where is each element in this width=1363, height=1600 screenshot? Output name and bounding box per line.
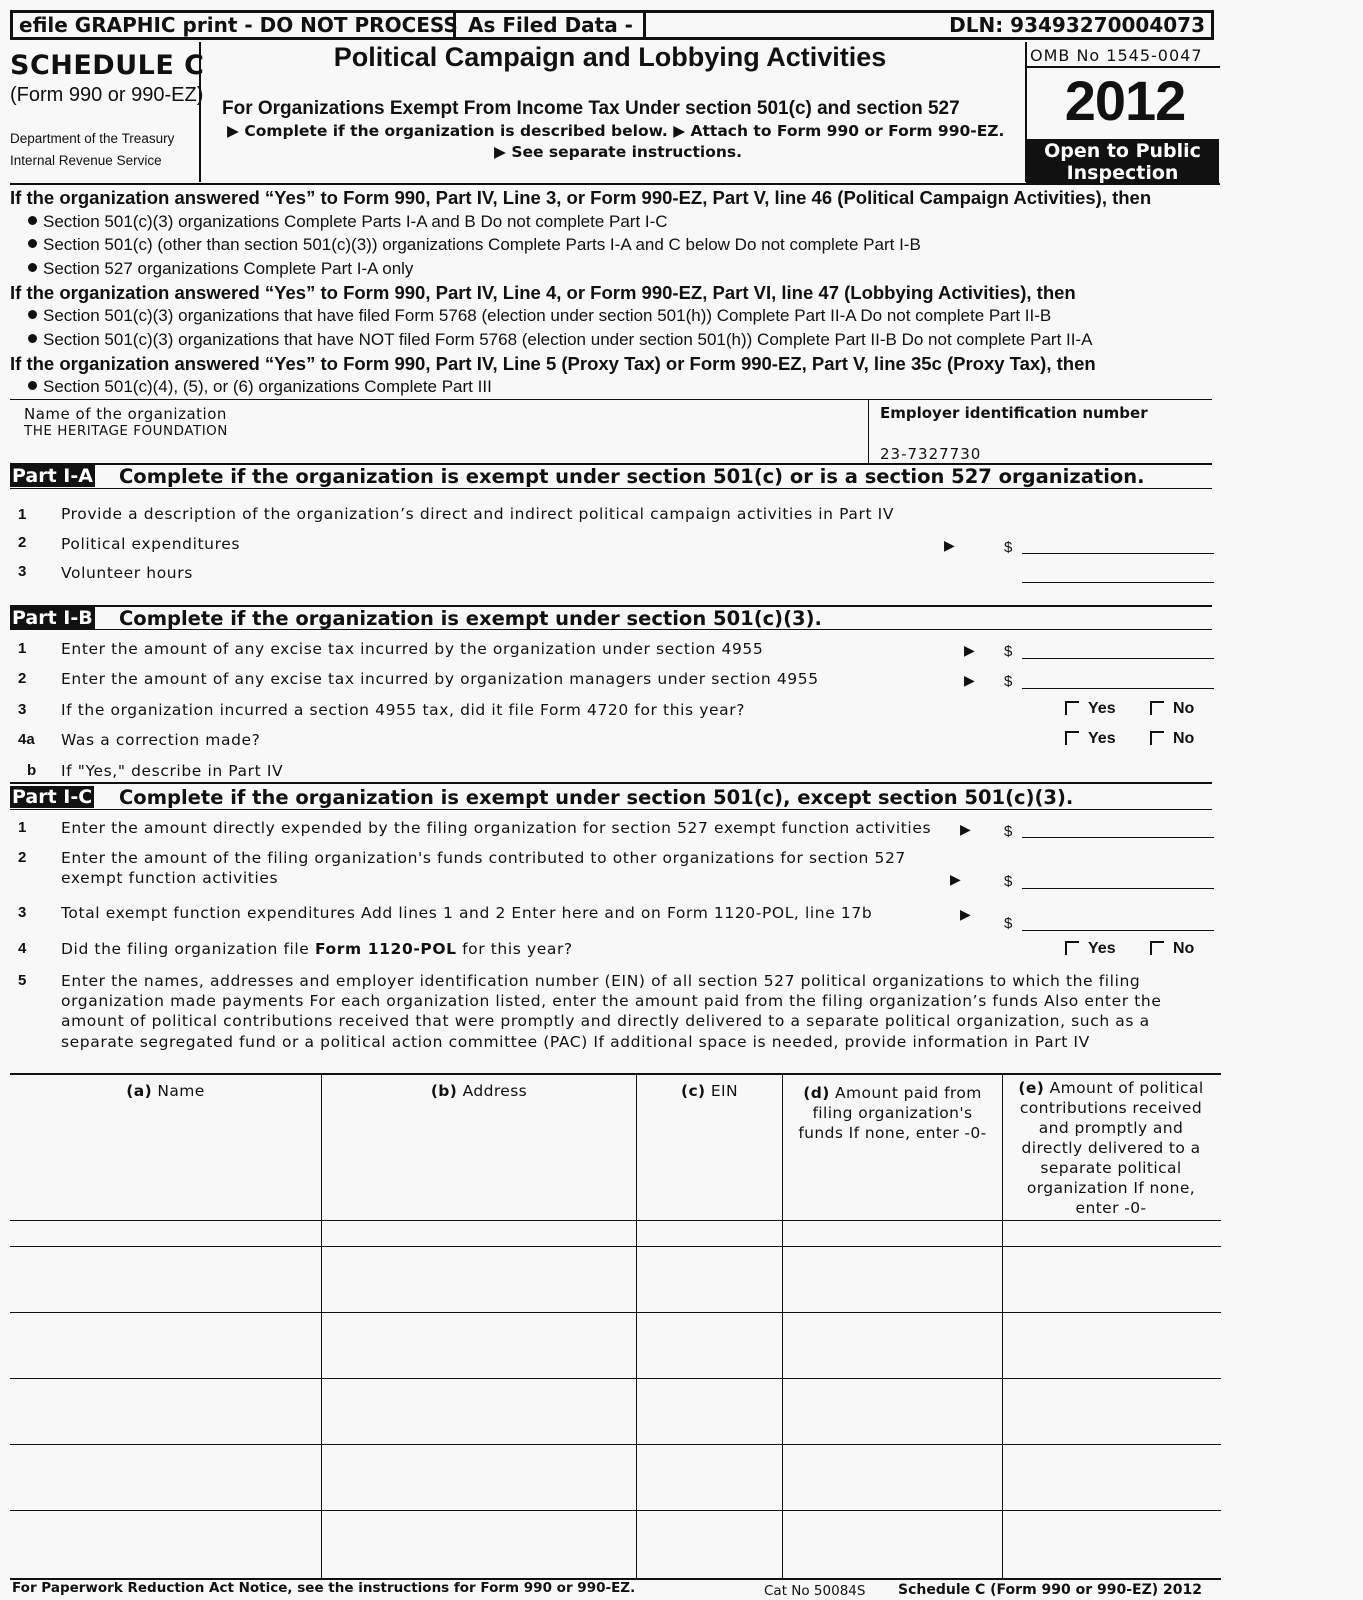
arrow-icon: ▶ [960, 906, 971, 922]
separate-instructions: ▶ See separate instructions. [494, 143, 742, 161]
efile-label: efile GRAPHIC print - DO NOT PROCESS [19, 13, 458, 37]
col-label: separate political [1040, 1159, 1182, 1177]
schedule-title: SCHEDULE C [10, 50, 205, 81]
line-text: amount of political contributions received that were promptly and directly delivered to a separate political organization, such as a [61, 1012, 1150, 1030]
bullet-icon [28, 263, 37, 272]
no-label: No [1173, 730, 1195, 747]
line-text: If the organization incurred a section 4955 tax, did it file Form 4720 for this year? [61, 701, 746, 719]
header-bottom-rule [10, 183, 1220, 185]
line-text: Enter the amount of any excise tax incurred by organization managers under section 4955 [61, 670, 819, 688]
table-row[interactable] [10, 1378, 1221, 1379]
part-ia-tag: Part I-A [12, 465, 93, 487]
correction-no-checkbox[interactable] [1150, 731, 1164, 745]
open-line1: Open to Public [1044, 140, 1201, 162]
col-label: funds If none, enter -0- [798, 1124, 987, 1142]
table-row[interactable] [10, 1444, 1221, 1445]
attach-instruction: ▶ Complete if the organization is described below. ▶ Attach to Form 990 or Form 990-EZ. [227, 122, 1005, 140]
org-excise-tax-field[interactable] [1022, 658, 1214, 659]
form-1120-pol-label: Form 1120-POL [314, 940, 457, 958]
part-ic-bottom-rule [10, 809, 1212, 810]
total-expenditures-field[interactable] [1022, 930, 1214, 931]
col-letter: (e) [1018, 1079, 1045, 1097]
line-number: 3 [18, 563, 27, 580]
line-text-pre: Did the filing organization file [61, 940, 315, 958]
col-label: filing organization's [812, 1104, 973, 1122]
bullet-icon [28, 334, 37, 343]
dollar-sign: $ [1004, 915, 1013, 932]
form4720-yes-checkbox[interactable] [1065, 701, 1079, 715]
intro-q2: If the organization answered “Yes” to Form 990, Part IV, Line 4, or Form 990-EZ, Part VI, line 47 (Lobbying Activities), then [10, 282, 1076, 303]
line-number: 2 [18, 849, 27, 866]
column-divider [782, 1074, 783, 1579]
line-number: 2 [18, 670, 27, 687]
political-expenditures-field[interactable] [1022, 553, 1214, 554]
arrow-icon: ▶ [960, 821, 971, 837]
footer-schedule: Schedule C (Form 990 or 990-EZ) 2012 [898, 1582, 1203, 1598]
yes-label: Yes [1088, 730, 1116, 747]
line-text [61, 940, 573, 958]
exempt-function-expended-field[interactable] [1022, 837, 1214, 838]
table-row[interactable] [10, 1246, 1221, 1247]
volunteer-hours-field[interactable] [1022, 582, 1214, 583]
line-text: organization made payments For each organization listed, enter the amount paid from the filing organization’s funds Also enter the [61, 992, 1162, 1010]
dollar-sign: $ [1004, 539, 1013, 556]
col-ein-header [637, 1081, 782, 1101]
col-label: Amount of political [1049, 1079, 1204, 1097]
org-top-rule [10, 399, 1212, 400]
efile-banner [10, 10, 1214, 40]
dollar-sign: $ [1004, 873, 1013, 890]
col-name-header [10, 1081, 321, 1101]
banner-divider [453, 13, 456, 37]
line-number: 4a [18, 731, 35, 748]
line-text: Enter the amount directly expended by the filing organization for section 527 exempt function activities [61, 819, 932, 837]
part-ib-bottom-rule [10, 629, 1212, 630]
arrow-icon: ▶ [944, 537, 955, 553]
intro-bullet [28, 377, 492, 397]
bullet-text: Section 527 organizations Complete Part I-A only [43, 259, 414, 278]
part-ib-title: Complete if the organization is exempt under section 501(c)(3). [119, 607, 822, 630]
dollar-sign: $ [1004, 643, 1013, 660]
part-ia-bottom-rule [10, 488, 1212, 489]
line-number: 1 [18, 640, 27, 657]
line-text-continued: exempt function activities [61, 869, 279, 887]
part-ia-title: Complete if the organization is exempt under section 501(c) or is a section 527 organization. [119, 465, 1145, 488]
omb-number: OMB No 1545-0047 [1030, 46, 1203, 65]
arrow-icon: ▶ [964, 672, 975, 688]
tax-year: 2012 [1064, 69, 1186, 132]
org-divider [868, 400, 869, 463]
no-label: No [1173, 940, 1195, 957]
arrow-icon: ▶ [950, 871, 961, 887]
part-ic-title: Complete if the organization is exempt under section 501(c), except section 501(c)(3). [119, 786, 1074, 809]
col-amount-paid-header [783, 1083, 1002, 1143]
part-ic-top-rule [10, 782, 1212, 784]
form1120pol-no-checkbox[interactable] [1150, 941, 1164, 955]
dollar-sign: $ [1004, 823, 1013, 840]
correction-yes-checkbox[interactable] [1065, 731, 1079, 745]
line-text: Was a correction made? [61, 731, 261, 749]
part-ic-tag: Part I-C [12, 786, 93, 808]
bullet-text: Section 501(c)(3) organizations that have NOT filed Form 5768 (election under section 501(h)) Complete Part II-B Do not complete Part II-A [43, 330, 1093, 349]
manager-excise-tax-field[interactable] [1022, 688, 1214, 689]
col-label: contributions received [1019, 1099, 1203, 1117]
no-label: No [1173, 700, 1195, 717]
intro-bullet [28, 259, 413, 279]
col-letter: (b) [430, 1082, 458, 1100]
intro-bullet [28, 306, 1051, 326]
col-label: directly delivered to a [1021, 1139, 1201, 1157]
line-text: Political expenditures [61, 535, 241, 553]
funds-contributed-field[interactable] [1022, 888, 1214, 889]
column-divider [321, 1074, 322, 1579]
col-letter: (c) [680, 1082, 706, 1100]
ein-label: Employer identification number [880, 404, 1148, 422]
line-text: Enter the names, addresses and employer identification number (EIN) of all section 527 political organizations to which the filing [61, 972, 1141, 990]
table-row[interactable] [10, 1510, 1221, 1511]
yes-label: Yes [1088, 940, 1116, 957]
dept-treasury: Department of the Treasury [10, 131, 175, 146]
table-header-rule [10, 1220, 1221, 1221]
catalog-number: Cat No 50084S [764, 1583, 866, 1599]
col-label: Name [157, 1082, 205, 1100]
form-subtitle: For Organizations Exempt From Income Tax Under section 501(c) and section 527 [222, 98, 960, 119]
line-text: Provide a description of the organization’s direct and indirect political campaign activities in Part IV [61, 505, 895, 523]
col-letter: (d) [803, 1084, 830, 1102]
banner-divider [643, 13, 646, 37]
ein-value: 23-7327730 [880, 445, 982, 463]
line-text: separate segregated fund or a political action committee (PAC) If additional space is needed, provide information in Part IV [61, 1033, 1090, 1051]
open-line2: Inspection [1066, 162, 1179, 184]
dollar-sign: $ [1004, 673, 1013, 690]
line-number: 5 [18, 972, 27, 989]
col-label: enter -0- [1075, 1199, 1147, 1217]
bullet-icon [28, 310, 37, 319]
bullet-icon [28, 381, 37, 390]
intro-bullet [28, 330, 1092, 350]
col-address-header [322, 1081, 636, 1101]
line-number: 3 [18, 904, 27, 921]
line-text: If "Yes," describe in Part IV [61, 762, 284, 780]
line-text-post: for this year? [456, 940, 573, 958]
org-name-label: Name of the organization [24, 405, 227, 423]
form-reference: (Form 990 or 990-EZ) [10, 84, 204, 106]
form4720-no-checkbox[interactable] [1150, 701, 1164, 715]
dln-label: DLN: 93493270004073 [949, 13, 1205, 37]
intro-q3: If the organization answered “Yes” to Form 990, Part IV, Line 5 (Proxy Tax) or Form 990-EZ, Part V, line 35c (Proxy Tax), then [10, 353, 1096, 374]
column-divider [636, 1074, 637, 1579]
col-contributions-header [1003, 1078, 1219, 1218]
col-label: organization If none, [1026, 1179, 1196, 1197]
intro-q1: If the organization answered “Yes” to Form 990, Part IV, Line 3, or Form 990-EZ, Part V, line 46 (Political Campaign Activities), then [10, 187, 1152, 208]
line-text: Total exempt function expenditures Add lines 1 and 2 Enter here and on Form 1120-POL, line 17b [61, 904, 873, 922]
col-label: and promptly and [1038, 1119, 1184, 1137]
line-number: 4 [18, 940, 27, 957]
bullet-icon [28, 216, 37, 225]
arrow-icon: ▶ [964, 642, 975, 658]
line-text: Volunteer hours [61, 564, 193, 582]
bullet-text: Section 501(c)(4), (5), or (6) organizations Complete Part III [43, 377, 492, 396]
line-number: 3 [18, 701, 27, 718]
line-text: Enter the amount of the filing organization's funds contributed to other organizations for section 527 [61, 849, 906, 867]
paperwork-notice: For Paperwork Reduction Act Notice, see the instructions for Form 990 or 990-EZ. [12, 1580, 636, 1596]
form-title: Political Campaign and Lobbying Activities [333, 42, 887, 72]
bullet-text: Section 501(c)(3) organizations that have filed Form 5768 (election under section 501(h)) Complete Part II-A Do not complete Part II-B [43, 306, 1052, 325]
line-number: 2 [18, 534, 27, 551]
bullet-icon [28, 239, 37, 248]
line-text: Enter the amount of any excise tax incurred by the organization under section 4955 [61, 640, 764, 658]
bullet-text: Section 501(c) (other than section 501(c)(3)) organizations Complete Parts I-A and C below Do not complete Part I-B [43, 235, 921, 254]
org-name: THE HERITAGE FOUNDATION [24, 423, 228, 439]
as-filed-label: As Filed Data - [468, 13, 633, 37]
col-label: Address [462, 1082, 528, 1100]
open-to-public-badge [1026, 139, 1219, 185]
line-number: 1 [18, 819, 27, 836]
col-label: EIN [710, 1082, 739, 1100]
form1120pol-yes-checkbox[interactable] [1065, 941, 1079, 955]
intro-bullet [28, 235, 921, 255]
part-ib-tag: Part I-B [12, 607, 93, 629]
col-letter: (a) [126, 1082, 153, 1100]
line-number: b [27, 762, 37, 779]
table-row[interactable] [10, 1312, 1221, 1313]
intro-bullet [28, 212, 668, 232]
line-number: 1 [18, 506, 27, 523]
table-top-rule [10, 1073, 1221, 1075]
yes-label: Yes [1088, 700, 1116, 717]
col-label: Amount paid from [835, 1084, 982, 1102]
irs-label: Internal Revenue Service [10, 153, 162, 168]
bullet-text: Section 501(c)(3) organizations Complete Parts I-A and B Do not complete Part I-C [43, 212, 668, 231]
